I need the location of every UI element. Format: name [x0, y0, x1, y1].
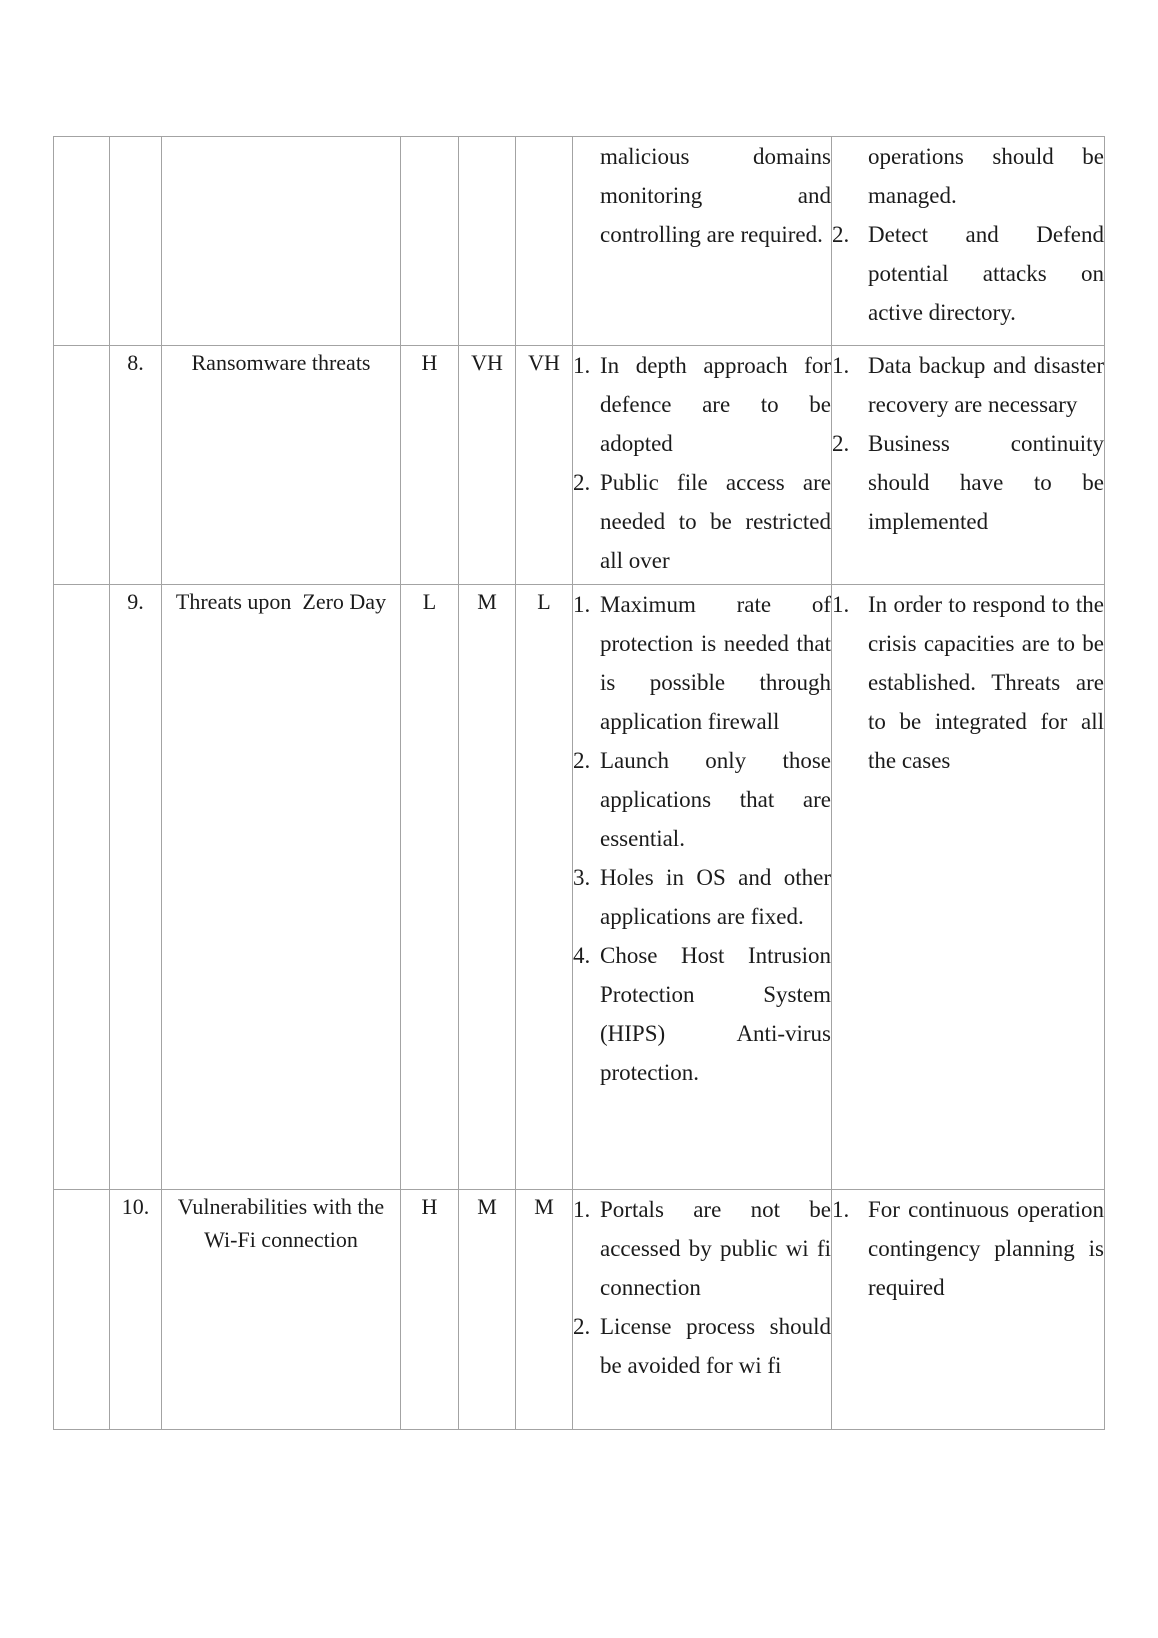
- threat-name-cell: Vulnerabilities with the Wi-Fi connection: [162, 1190, 401, 1430]
- threat-name-cell: Ransomware threats: [162, 346, 401, 585]
- list-item-text: Chose Host Intrusion Protection System (HIPS) Anti-virus protection.: [600, 943, 831, 1085]
- rating-1-cell: H: [401, 346, 459, 585]
- list-item-number: 2.: [832, 431, 850, 456]
- list-item-text: Business continuity should have to be implemented: [868, 431, 1104, 534]
- risk-assessment-table: [53, 136, 1105, 1430]
- mitigation-cell: [573, 346, 832, 585]
- list-item: [573, 585, 831, 741]
- rating-2-cell: VH: [459, 346, 516, 585]
- recommendation-cell: [832, 346, 1105, 585]
- table-row-continuation: [54, 137, 1105, 346]
- list-item-number: 2.: [573, 748, 591, 773]
- list-item-number: 2.: [573, 1314, 591, 1339]
- rating-3-cell: L: [516, 585, 573, 1190]
- spacer-cell: [54, 137, 110, 346]
- table-row-9: [54, 585, 1105, 1190]
- list-item-text: Public file access are needed to be restricted all over: [600, 470, 831, 573]
- list-item: [832, 346, 1104, 424]
- recommendation-cell: [832, 1190, 1105, 1430]
- mitigation-cell: [573, 1190, 832, 1430]
- spacer-cell: [54, 585, 110, 1190]
- rating-2-cell: [459, 137, 516, 346]
- list-item-text: License process should be avoided for wi fi: [600, 1314, 831, 1378]
- rating-2-cell: M: [459, 1190, 516, 1430]
- list-item-text: In depth approach for defence are to be adopted: [600, 353, 831, 456]
- list-item-text: Portals are not be accessed by public wi fi connection: [600, 1197, 831, 1300]
- list-item-number: 1.: [573, 592, 591, 617]
- row-number-cell: 8.: [110, 346, 162, 585]
- list-item: [573, 741, 831, 858]
- recommendation-cell: [832, 137, 1105, 346]
- rating-3-cell: VH: [516, 346, 573, 585]
- rating-1-cell: [401, 137, 459, 346]
- list-item: [832, 137, 1104, 215]
- list-item-text: Maximum rate of protection is needed that is possible through application firewall: [600, 592, 831, 734]
- list-item: [832, 215, 1104, 332]
- list-item-number: 4.: [573, 943, 591, 968]
- list-item-number: 1.: [832, 592, 850, 617]
- list-item: [573, 1307, 831, 1385]
- list-item-text: Launch only those applications that are essential.: [600, 748, 831, 851]
- list-item-text: Holes in OS and other applications are fixed.: [600, 865, 831, 929]
- rating-3-cell: [516, 137, 573, 346]
- rating-1-cell: L: [401, 585, 459, 1190]
- list-item-text: operations should be managed.: [868, 144, 1104, 208]
- list-item-number: 2.: [573, 470, 591, 495]
- row-number-cell: 10.: [110, 1190, 162, 1430]
- table-row-10: [54, 1190, 1105, 1430]
- list-item-number: [573, 137, 600, 254]
- row-number-cell: [110, 137, 162, 346]
- list-item: [573, 137, 831, 254]
- list-item: [573, 1190, 831, 1307]
- mitigation-cell: [573, 137, 832, 346]
- list-item-text: In order to respond to the crisis capacities are to be established. Threats are to be integrated for all the cases: [868, 592, 1104, 773]
- threat-name-cell: [162, 137, 401, 346]
- list-item: [832, 585, 1104, 780]
- table-row-8: [54, 346, 1105, 585]
- list-item-number: 2.: [832, 222, 850, 247]
- threat-name-cell: Threats upon Zero Day: [162, 585, 401, 1190]
- mitigation-cell: [573, 585, 832, 1190]
- list-item: [832, 424, 1104, 541]
- list-item-text: malicious domains monitoring and controlling are required.: [600, 144, 831, 247]
- list-item-number: 3.: [573, 865, 591, 890]
- list-item-number: [832, 137, 868, 215]
- spacer-cell: [54, 1190, 110, 1430]
- list-item-text: Detect and Defend potential attacks on active directory.: [868, 222, 1104, 325]
- list-item: [573, 346, 831, 463]
- list-item-number: 1.: [573, 353, 591, 378]
- list-item-text: Data backup and disaster recovery are necessary: [868, 353, 1104, 417]
- recommendation-cell: [832, 585, 1105, 1190]
- spacer-cell: [54, 346, 110, 585]
- list-item: [832, 1190, 1104, 1307]
- list-item-number: 1.: [832, 353, 850, 378]
- rating-3-cell: M: [516, 1190, 573, 1430]
- list-item: [573, 936, 831, 1092]
- rating-2-cell: M: [459, 585, 516, 1190]
- list-item-number: 1.: [832, 1197, 850, 1222]
- list-item: [573, 858, 831, 936]
- row-number-cell: 9.: [110, 585, 162, 1190]
- list-item: [573, 463, 831, 580]
- list-item-text: For continuous operation contingency planning is required: [868, 1197, 1104, 1300]
- list-item-number: 1.: [573, 1197, 591, 1222]
- rating-1-cell: H: [401, 1190, 459, 1430]
